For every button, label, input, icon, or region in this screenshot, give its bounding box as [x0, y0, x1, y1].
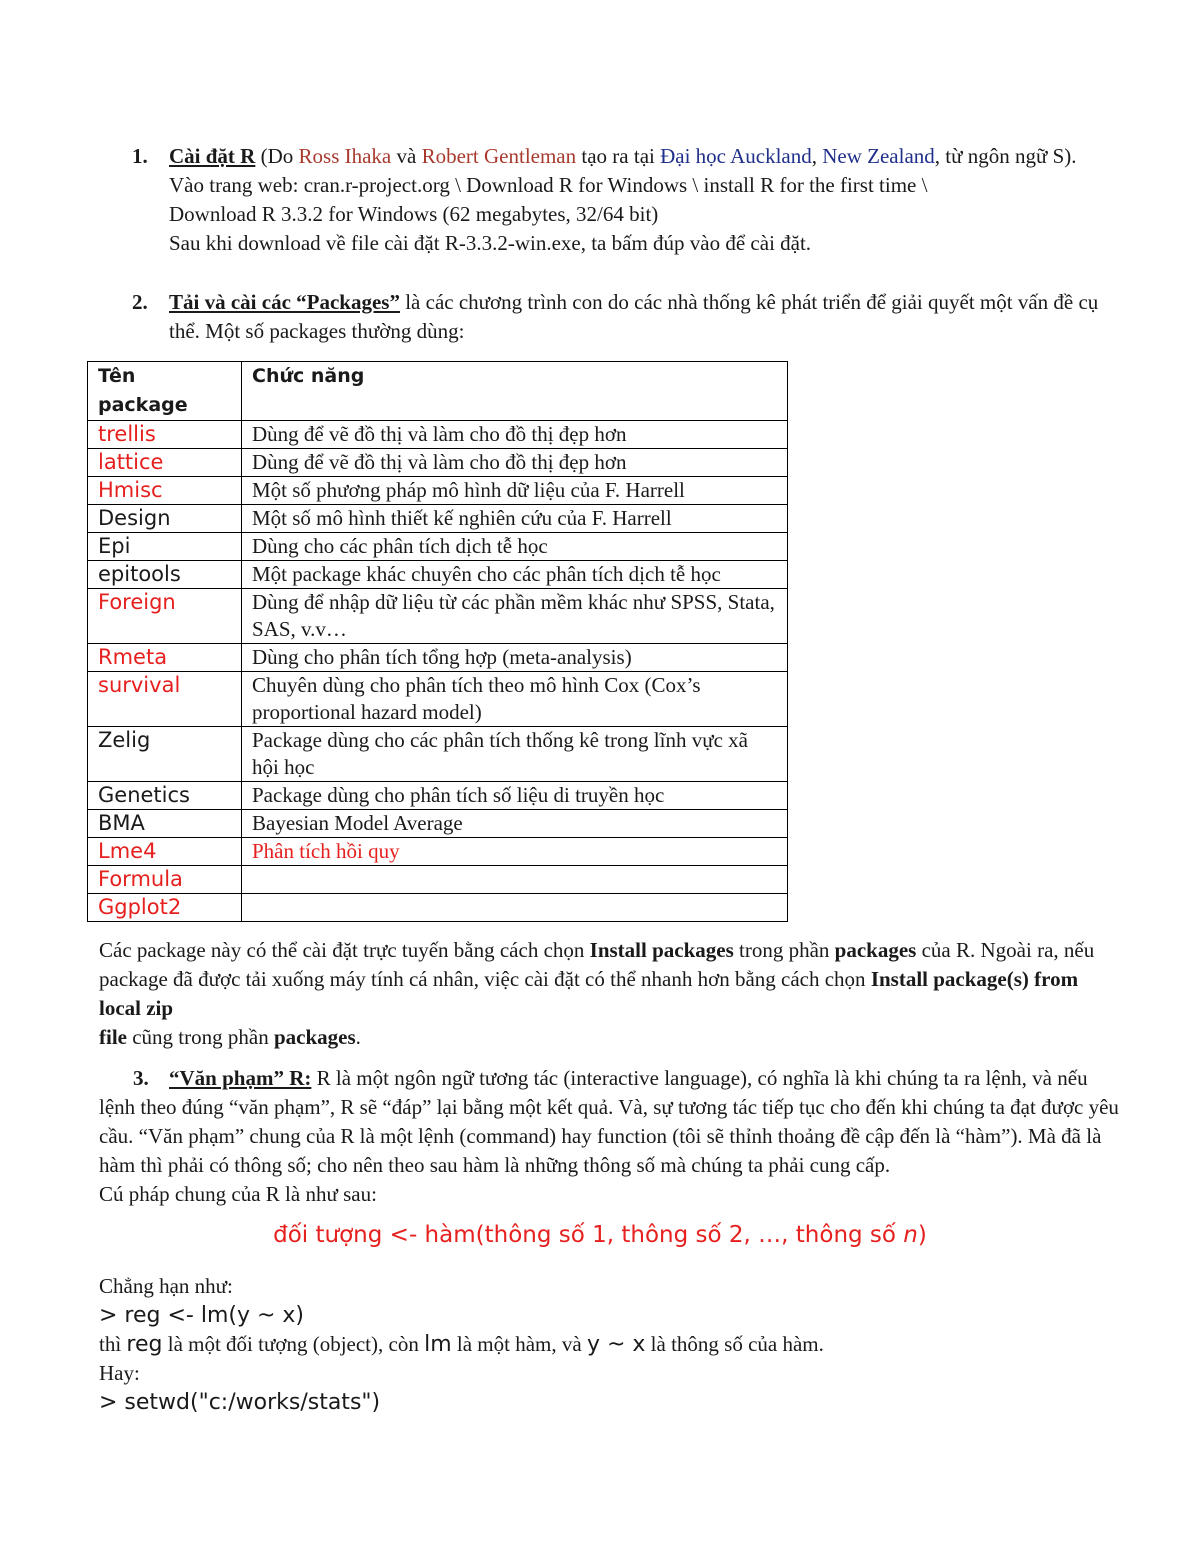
list-number: 2. [132, 290, 148, 314]
code-token: reg [126, 1332, 163, 1357]
package-function: Package dùng cho phân tích số liệu di truyền học [242, 782, 788, 810]
table-row [88, 644, 788, 672]
website-instruction: Vào trang web: cran.r-project.org \ Download R for Windows \ install R for the first time \ [169, 173, 928, 197]
text: , từ ngôn ngữ S). [934, 144, 1077, 168]
package-name: Ggplot2 [88, 894, 242, 922]
table-row [88, 477, 788, 505]
install-instruction: Sau khi download về file cài đặt R-3.3.2-win.exe, ta bấm đúp vào để cài đặt. [169, 231, 812, 255]
syntax-formula [0, 1222, 1200, 1248]
text: trong phần [733, 938, 835, 962]
table-row [88, 561, 788, 589]
text: của R. Ngoài ra, nếu package đã được tải xuống máy tính cá nhân, việc cài đặt có thể nhanh hơn bằng cách chọn [99, 938, 1095, 991]
package-name: Hmisc [88, 477, 242, 505]
table-header-row [88, 362, 788, 421]
package-function: Phân tích hồi quy [242, 838, 788, 866]
section-title: “Văn phạm” R: [169, 1066, 312, 1090]
text: cũng trong phần [126, 1025, 274, 1049]
table-row [88, 421, 788, 449]
download-instruction: Download R 3.3.2 for Windows (62 megabytes, 32/64 bit) [169, 202, 659, 226]
menu-term: Install package(s) from local zip [99, 967, 1079, 1020]
install-paragraph [99, 936, 1099, 1052]
list-item-install-r [132, 142, 1122, 258]
package-function [242, 866, 788, 894]
package-name: Formula [88, 866, 242, 894]
table-row [88, 866, 788, 894]
package-function: Dùng để nhập dữ liệu từ các phần mềm khác như SPSS, Stata, SAS, v.v… [242, 589, 788, 644]
package-function [242, 894, 788, 922]
package-function: Một số mô hình thiết kế nghiên cứu của F. Harrell [242, 505, 788, 533]
example-or: Hay: [99, 1361, 140, 1385]
menu-term: packages [834, 938, 917, 962]
package-name: Genetics [88, 782, 242, 810]
package-name: Foreign [88, 589, 242, 644]
menu-term: packages [273, 1025, 356, 1049]
formula-n: n [903, 1222, 918, 1248]
package-name: Lme4 [88, 838, 242, 866]
text: , [811, 144, 823, 168]
text: và [391, 144, 422, 168]
text: (Do [255, 144, 299, 168]
package-function: Dùng để vẽ đồ thị và làm cho đồ thị đẹp hơn [242, 449, 788, 477]
table-row [88, 727, 788, 782]
package-name: BMA [88, 810, 242, 838]
person-name: Ross Ihaka [298, 144, 392, 168]
package-function: Dùng cho phân tích tổng hợp (meta-analysis) [242, 644, 788, 672]
formula-text: đối tượng <- hàm(thông số 1, thông số 2, …, thông số [273, 1222, 904, 1248]
package-name: Epi [88, 533, 242, 561]
table-row [88, 505, 788, 533]
list-number: 3. [133, 1066, 149, 1090]
package-function: Chuyên dùng cho phân tích theo mô hình Cox (Cox’s proportional hazard model) [242, 672, 788, 727]
place-name: New Zealand [822, 144, 935, 168]
package-function: Một số phương pháp mô hình dữ liệu của F. Harrell [242, 477, 788, 505]
table-row [88, 810, 788, 838]
example-explanation [99, 1330, 1119, 1359]
table-row [88, 449, 788, 477]
package-function: Package dùng cho các phân tích thống kê trong lĩnh vực xã hội học [242, 727, 788, 782]
package-function: Một package khác chuyên cho các phân tích dịch tễ học [242, 561, 788, 589]
package-name: survival [88, 672, 242, 727]
text: Các package này có thể cài đặt trực tuyến bằng cách chọn [99, 938, 590, 962]
table-row [88, 533, 788, 561]
list-number: 1. [132, 144, 148, 168]
text: là thông số của hàm. [645, 1332, 824, 1356]
text: tạo ra tại [576, 144, 661, 168]
table-row [88, 838, 788, 866]
column-header: Tên package [88, 362, 242, 421]
package-function: Bayesian Model Average [242, 810, 788, 838]
code-line: > reg <- lm(y ~ x) [99, 1303, 305, 1328]
person-name: Robert Gentleman [421, 144, 577, 168]
packages-table [87, 361, 788, 922]
list-item-grammar [99, 1064, 1119, 1209]
list-item-packages [132, 288, 1122, 346]
package-name: Zelig [88, 727, 242, 782]
code-token: y ~ x [586, 1332, 646, 1357]
section-title: Tải và cài các “Packages” [169, 290, 400, 314]
place-name: Đại học Auckland [660, 144, 812, 168]
menu-term: Install packages [589, 938, 734, 962]
formula-close: ) [917, 1222, 927, 1248]
package-name: Rmeta [88, 644, 242, 672]
table-row [88, 672, 788, 727]
package-name: lattice [88, 449, 242, 477]
package-name: epitools [88, 561, 242, 589]
example-block [99, 1272, 1119, 1417]
text: là một đối tượng (object), còn [162, 1332, 425, 1356]
section-title: Cài đặt R [169, 144, 256, 168]
menu-term: file [99, 1025, 127, 1049]
text: thì [99, 1332, 127, 1356]
table-row [88, 589, 788, 644]
package-name: Design [88, 505, 242, 533]
text: R là một ngôn ngữ tương tác (interactive language), có nghĩa là khi chúng ta ra lệnh, và nếu lệnh theo đúng “văn phạm”, R sẽ “đáp” lại bằng một kết quả. Và, sự tương tác tiếp tục cho đến khi chúng ta đạt được yêu cầu. “Văn phạm” chung của R là một lệnh (command) hay function (tôi sẽ thỉnh thoảng đề cập đến là “hàm”). Mà đã là hàm thì phải có thông số; cho nên theo sau hàm là những thông số mà chúng ta phải cung cấp. [99, 1066, 1119, 1177]
code-line: > setwd("c:/works/stats") [99, 1390, 381, 1415]
package-name: trellis [88, 421, 242, 449]
text: là một hàm, và [451, 1332, 587, 1356]
table-row [88, 782, 788, 810]
text: là các chương trình con do các nhà thống kê phát triển để giải quyết một vấn đề cụ thể. Một số packages thường dùng: [169, 290, 1099, 343]
package-function: Dùng cho các phân tích dịch tễ học [242, 533, 788, 561]
table-row [88, 894, 788, 922]
text: . [355, 1025, 361, 1049]
syntax-intro: Cú pháp chung của R là như sau: [99, 1182, 377, 1206]
example-intro: Chẳng hạn như: [99, 1274, 233, 1298]
code-token: lm [424, 1332, 452, 1357]
package-function: Dùng để vẽ đồ thị và làm cho đồ thị đẹp hơn [242, 421, 788, 449]
column-header: Chức năng [242, 362, 788, 421]
